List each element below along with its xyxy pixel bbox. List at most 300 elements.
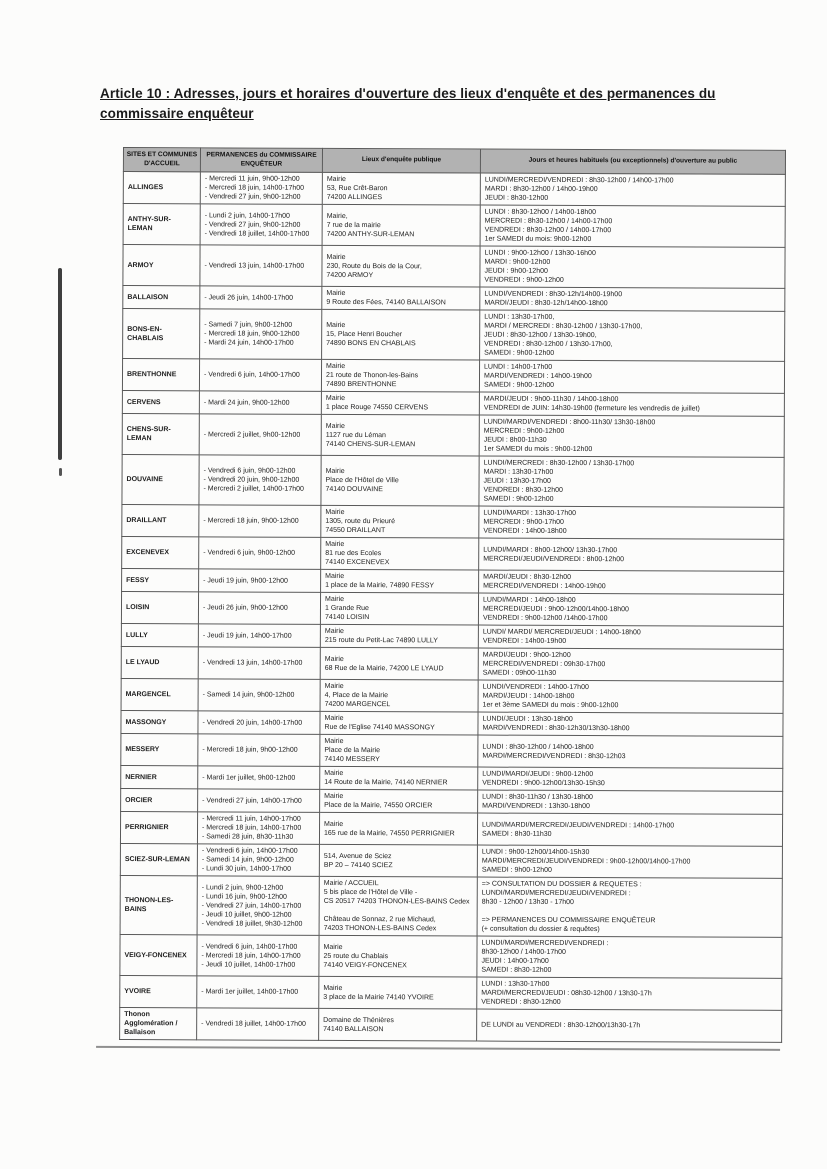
table-row	[123, 286, 785, 312]
cell-line: - Vendredi 13 juin, 14h00-17h00	[204, 261, 305, 270]
cell-line: SAMEDI : 8h30-11h30	[481, 830, 552, 838]
cell-line: Mairie / ACCUEIL	[323, 879, 379, 888]
cell-line: LUNDI/VENDREDI : 8h30-12h/14h00-19h00	[484, 290, 623, 299]
cell-line: 74550 DRAILLANT	[325, 526, 386, 535]
table-row	[121, 788, 783, 814]
cell-line: 230, Route du Bois de la Cour,	[326, 262, 422, 270]
lieu-cell	[319, 844, 477, 877]
cell-line: LUNDI/MARDI/MERCREDI/JEUDI/VENDREDI : 14h00-17h00	[482, 821, 675, 829]
lieu-cell	[321, 505, 479, 538]
cell-line: - Samedi 14 juin, 9h00-12h00	[201, 856, 294, 864]
cell-line: 9 Route des Fées, 74140 BALLAISON	[326, 298, 446, 307]
horaires-cell	[477, 936, 782, 978]
cell-line: JEUDI : 8h00-11h30	[483, 436, 547, 444]
cell-line: Mairie	[325, 572, 345, 580]
cell-line: 74200 ANTHY-SUR-LEMAN	[326, 230, 415, 238]
cell-line: 1127 rue du Léman	[325, 431, 386, 439]
permanence-cell	[199, 414, 321, 456]
cell-line: - Jeudi 10 juillet, 9h00-12h00	[201, 910, 292, 919]
cell-line: Mairie	[323, 943, 343, 951]
cell-line: MARDI/JEUDI : 14h00-18h00	[482, 692, 575, 700]
cell-line: 8h30 - 12h00 / 13h30 - 17h00	[481, 898, 574, 906]
cell-line: - Lundi 16 juin, 9h00-12h00	[201, 892, 287, 901]
table-row	[123, 204, 785, 248]
table-row	[122, 359, 784, 394]
cell-line: 14 Route de la Mairie, 74140 NERNIER	[324, 778, 448, 787]
cell-line: - Vendredi 27 juin, 14h00-17h00	[201, 901, 302, 910]
schedule-table	[119, 147, 786, 1043]
site-cell: LULLY	[121, 623, 198, 646]
cell-line: LUNDI : 13h30-17h00,	[484, 313, 555, 321]
cell-line: Mairie	[324, 737, 344, 745]
cell-line: VENDREDI : 14h00-19h00	[482, 637, 567, 645]
cell-line: 74200 ALLINGES	[326, 193, 383, 202]
site-cell: DOUVAINE	[122, 454, 199, 504]
col-header-horaires: Jours et heures habituels (ou exceptionnels) d'ouverture au public	[480, 149, 785, 174]
lieu-cell	[320, 679, 478, 712]
site-cell: THONON-LES-BAINS	[120, 875, 197, 934]
cell-line: VENDREDI : 9h00-12h00	[484, 276, 564, 284]
cell-line: - Mardi 24 juin, 9h00-12h00	[203, 398, 290, 407]
cell-line: VENDREDI : 8h30-12h00 / 14h00-17h00	[484, 226, 612, 235]
cell-line: - Mercredi 11 juin, 14h00-17h00	[202, 815, 301, 823]
permanence-cell	[198, 624, 320, 648]
cell-line: - Mardi 1er juillet, 14h00-17h00	[201, 988, 299, 996]
cell-line: LUNDI : 8h30-12h00 / 14h00-18h00	[484, 208, 597, 217]
cell-line: LUNDI : 8h30-12h00 / 14h00-18h00	[482, 743, 594, 751]
cell-line: Place de l'Hôtel de Ville	[325, 476, 399, 485]
cell-line: 74890 BRENTHONNE	[325, 380, 397, 389]
cell-line: LUNDI : 9h00-12h00 / 13h30-16h00	[484, 249, 596, 258]
cell-line: - Mercredi 18 juin, 9h00-12h00	[203, 517, 299, 525]
cell-line: LUNDI/MARDI : 13h30-17h00	[483, 509, 577, 517]
cell-line: - Mercredi 18 juin, 14h00-17h00	[202, 824, 302, 832]
horaires-cell	[477, 1009, 782, 1042]
cell-line: => CONSULTATION DU DOSSIER & REQUETES :	[481, 880, 642, 889]
horaires-cell	[478, 648, 783, 681]
cell-line: Mairie	[324, 627, 344, 635]
site-cell: LE LYAUD	[121, 646, 198, 678]
lieu-cell	[321, 359, 479, 392]
cell-line: MARDI/VENDREDI : 13h30-18h00	[482, 802, 590, 811]
cell-line: Domaine de Thénières	[323, 1016, 394, 1024]
cell-line: - Vendredi 20 juin, 9h00-12h00	[203, 476, 300, 484]
lieu-cell	[321, 537, 479, 570]
cell-line: 25 route du Chablais	[323, 952, 389, 960]
cell-line: Mairie,	[326, 212, 348, 220]
site-cell: Thonon Agglomération / Ballaison	[120, 1007, 197, 1039]
cell-line: 74140 EXCENEVEX	[325, 558, 390, 567]
horaires-cell	[479, 392, 784, 416]
site-cell: VEIGY-FONCENEX	[120, 934, 197, 975]
cell-line: Mairie	[325, 540, 345, 548]
horaires-cell	[480, 205, 785, 247]
cell-line: 81 rue des Ecoles	[325, 549, 382, 558]
cell-line: 74140 CHENS-SUR-LEMAN	[325, 440, 416, 448]
site-cell: ORCIER	[121, 788, 198, 811]
cell-line: 7 rue de la mairie	[326, 221, 381, 229]
cell-line: VENDREDI : 9h00-12h00/13h30-15h30	[482, 779, 605, 788]
table-row	[121, 678, 783, 713]
cell-line: 5 bis place de l'Hôtel de Ville -	[323, 888, 418, 897]
col-header-lieux: Lieux d'enquête publique	[322, 148, 480, 173]
site-cell: MESSERY	[121, 733, 198, 765]
cell-line: MERCREDI/VENDREDI : 09h30-17h00	[482, 660, 606, 669]
lieu-cell	[321, 391, 479, 415]
cell-line: LUNDI : 8h30-11h30 / 13h30-18h00	[482, 793, 593, 802]
site-cell: FESSY	[122, 568, 199, 591]
permanence-cell	[197, 976, 319, 1009]
cell-line: MARDI/MERCREDI/JEUDI : 08h30-12h00 / 13h30-17h	[481, 989, 652, 998]
table-row	[120, 934, 782, 978]
lieu-cell	[322, 204, 480, 246]
site-cell: ANTHY-SUR-LEMAN	[123, 204, 200, 245]
cell-line: 1 place de la Mairie, 74890 FESSY	[325, 581, 435, 590]
table-row	[121, 623, 783, 649]
horaires-cell	[479, 415, 784, 457]
table-row	[122, 536, 784, 571]
cell-line: Mairie	[325, 422, 345, 430]
cell-line: - Lundi 30 juin, 14h00-17h00	[201, 865, 292, 873]
cell-line: Mairie	[324, 792, 344, 800]
horaires-cell	[478, 625, 783, 649]
cell-line: - Lundi 2 juin, 14h00-17h00	[204, 211, 290, 220]
cell-line: 74203 THONON-LES-BAINS Cedex	[323, 924, 437, 933]
cell-line: VENDREDI : 9h00-12h00 /14h00-17h00	[482, 614, 608, 623]
cell-line: JEUDI : 14h00-17h00	[481, 957, 549, 965]
cell-line: MARDI : 13h30-17h00	[483, 468, 554, 476]
horaires-cell	[480, 310, 785, 361]
cell-line: Mairie	[324, 820, 344, 828]
horaires-cell	[479, 570, 784, 594]
cell-line: Mairie	[325, 467, 345, 475]
cell-line: 74140 DOUVAINE	[325, 485, 383, 494]
table-row	[122, 568, 784, 594]
table-row	[122, 413, 784, 457]
cell-line: JEUDI : 13h30-17h00	[483, 477, 551, 485]
permanence-cell	[199, 391, 321, 415]
cell-line: - Vendredi 18 juillet, 14h00-17h00	[201, 1020, 306, 1028]
cell-line: 74140 MESSERY	[324, 755, 380, 764]
cell-line: - Jeudi 26 juin, 14h00-17h00	[204, 293, 294, 302]
cell-line: VENDREDI : 14h00-18h00	[483, 527, 567, 535]
cell-line: - Vendredi 18 juillet, 9h30-12h00	[201, 919, 303, 928]
cell-line: VENDREDI : 8h30-12h00	[481, 998, 561, 1006]
lieu-cell	[320, 592, 478, 625]
horaires-cell	[477, 877, 782, 937]
permanence-cell	[198, 734, 320, 767]
cell-line: Mairie	[326, 253, 346, 261]
cell-line: - Mercredi 2 juillet, 9h00-12h00	[203, 430, 301, 439]
table-row	[123, 172, 785, 207]
lieu-cell	[320, 647, 478, 680]
cell-line: SAMEDI : 9h00-12h00	[484, 349, 555, 357]
cell-line: => PERMANENCES DU COMMISSAIRE ENQUÊTEUR	[481, 916, 656, 925]
cell-line: JEUDI : 8h30-12h00 / 13h30-19h00,	[484, 331, 597, 340]
cell-line: - Mercredi 11 juin, 9h00-12h00	[204, 175, 300, 183]
site-cell: MARGENCEL	[121, 678, 198, 710]
lieu-cell	[320, 711, 478, 735]
permanence-cell	[200, 309, 322, 360]
cell-line: LUNDI/MERCREDI/VENDREDI : 8h30-12h00 / 14h00-17h00	[484, 176, 674, 185]
cell-line: 1305, route du Prieuré	[325, 517, 396, 526]
horaires-cell	[477, 977, 782, 1010]
permanence-cell	[198, 592, 320, 625]
permanence-cell	[200, 172, 322, 205]
cell-line: (+ consultation du dossier & requêtes)	[481, 925, 600, 934]
cell-line: - Vendredi 27 juin, 9h00-12h00	[204, 220, 301, 229]
cell-line: 3 place de la Mairie 74140 YVOIRE	[323, 993, 434, 1001]
permanence-cell	[200, 286, 322, 310]
cell-line: Mairie	[325, 508, 345, 516]
cell-line: LUNDI/MARDI/JEUDI : 9h00-12h00	[482, 770, 594, 779]
cell-line: SAMEDI : 9h00-12h00	[481, 866, 552, 874]
cell-line: - Vendredi 6 juin, 14h00-17h00	[201, 942, 298, 951]
cell-line: Place de la Mairie, 74550 ORCIER	[324, 801, 433, 810]
horaires-cell	[479, 456, 784, 507]
cell-line: MARDI/JEUDI : 8h30-12h00	[483, 573, 572, 581]
cell-line: Mairie	[324, 682, 344, 690]
lieu-cell	[322, 286, 480, 310]
cell-line: LUNDI/MARDI/MERCREDI/JEUDI/VENDREDI :	[481, 889, 631, 898]
page-title: Article 10 : Adresses, jours et horaires d'ouverture des lieux d'enquête et des permanences du commissaire enquêteur	[100, 86, 716, 122]
cell-line: Mairie	[324, 655, 344, 663]
cell-line: 74200 MARGENCEL	[324, 700, 391, 709]
table-row	[123, 309, 785, 362]
permanence-cell	[200, 245, 322, 287]
cell-line: LUNDI : 14h00-17h00	[484, 363, 553, 371]
table-row	[120, 875, 782, 937]
site-cell: PERRIGNIER	[120, 811, 197, 843]
cell-line: - Samedi 28 juin, 8h30-11h30	[201, 833, 294, 841]
table-row	[120, 975, 782, 1010]
cell-line: MERCREDI : 8h30-12h00 / 14h00-17h00	[484, 217, 613, 226]
cell-line: MARDI/VENDREDI : 8h30-12h30/13h30-18h00	[482, 724, 630, 733]
cell-line: LUNDI/MARDI/VENDREDI : 8h00-11h30/ 13h30-18h00	[483, 418, 656, 427]
table-row	[121, 646, 783, 681]
table-row	[120, 811, 782, 846]
permanence-cell	[197, 935, 319, 977]
permanence-cell	[199, 569, 321, 593]
horaires-cell	[478, 735, 783, 768]
site-cell: BONS-EN-CHABLAIS	[123, 309, 200, 359]
cell-line: Mairie	[325, 595, 345, 603]
cell-line: 1 place Rouge 74550 CERVENS	[325, 403, 429, 412]
site-cell: LOISIN	[121, 591, 198, 623]
site-cell: ARMOY	[123, 245, 200, 286]
site-cell: MASSONGY	[121, 710, 198, 733]
table-row	[122, 390, 784, 416]
lieu-cell	[322, 172, 480, 205]
cell-line: 74890 BONS EN CHABLAIS	[326, 339, 416, 348]
lieu-cell	[320, 789, 478, 813]
cell-line: 165 rue de la Mairie, 74550 PERRIGNIER	[323, 829, 455, 837]
cell-line: - Vendredi 20 juin, 14h00-17h00	[202, 718, 303, 727]
cell-line: - Lundi 2 juin, 9h00-12h00	[201, 883, 284, 892]
table-row	[123, 245, 785, 289]
cell-line: MARDI/MERCREDI/VENDREDI : 8h30-12h03	[482, 752, 626, 760]
cell-line: 215 route du Petit-Lac 74890 LULLY	[324, 636, 438, 645]
cell-line: MERCREDI : 9h00-12h00	[483, 427, 565, 435]
table-row	[122, 454, 784, 507]
cell-line: SAMEDI : 9h00-12h00	[483, 495, 554, 503]
horaires-cell	[480, 173, 785, 206]
cell-line: Mairie	[324, 769, 344, 777]
cell-line: BP 20 – 74140 SCIEZ	[323, 861, 393, 869]
cell-line: MERCREDI/JEUDI/VENDREDI : 8h00-12h00	[483, 555, 625, 563]
table-row	[121, 765, 783, 791]
permanence-cell	[199, 359, 321, 392]
cell-line: - Samedi 14 juin, 9h00-12h00	[202, 691, 295, 699]
cell-line: 74200 ARMOY	[326, 271, 374, 279]
lieu-cell	[322, 309, 480, 360]
cell-line: - Mercredi 18 juin, 9h00-12h00	[202, 746, 298, 754]
cell-line: JEUDI : 8h30-12h00	[484, 194, 549, 202]
site-cell: NERNIER	[121, 765, 198, 788]
cell-line: LUNDI/JEUDI : 13h30-18h00	[482, 715, 573, 723]
lieu-cell	[319, 876, 477, 936]
cell-line: 68 Rue de la Mairie, 74200 LE LYAUD	[324, 664, 444, 672]
cell-line: MARDI / MERCREDI : 8h30-12h00 / 13h30-17h00,	[484, 322, 643, 331]
permanence-cell	[200, 204, 322, 246]
cell-line: VENDREDI de JUIN: 14h30-19h00 (fermeture les vendredis de juillet)	[483, 404, 700, 413]
site-cell: SCIEZ-SUR-LEMAN	[120, 843, 197, 875]
table-row	[122, 504, 784, 539]
cell-line: - Jeudi 26 juin, 9h00-12h00	[202, 604, 288, 612]
permanence-cell	[198, 647, 320, 680]
lieu-cell	[321, 455, 479, 506]
table-row	[120, 843, 782, 878]
cell-line: - Mardi 24 juin, 14h00-17h00	[204, 339, 294, 347]
cell-line: - Vendredi 6 juin, 9h00-12h00	[203, 467, 296, 475]
cell-line: SAMEDI : 09h00-11h30	[482, 669, 557, 677]
col-header-sites: SITES ET COMMUNES D'ACCUEIL	[123, 148, 200, 172]
lieu-cell	[320, 734, 478, 767]
permanence-cell	[199, 537, 321, 570]
table-header-row	[123, 148, 785, 175]
horaires-cell	[477, 845, 782, 878]
cell-line: 1er et 3ème SAMEDI du mois : 9h00-12h00	[482, 701, 619, 710]
cell-line: - Vendredi 18 juillet, 14h00-17h00	[204, 229, 310, 238]
lieu-cell	[319, 935, 477, 977]
cell-line: 74140 LOISIN	[324, 613, 370, 622]
horaires-cell	[479, 538, 784, 571]
cell-line: 1er SAMEDI du mois: 9h00-12h00	[484, 235, 592, 244]
cell-line: 74140 BALLAISON	[323, 1025, 384, 1033]
permanence-cell	[197, 844, 319, 877]
site-cell: EXCENEVEX	[122, 536, 199, 568]
cell-line: LUNDI/MARDI : 8h00-12h00/ 13h30-17h00	[483, 546, 618, 554]
cell-line: MARDI/JEUDI : 9h00-12h00	[482, 651, 571, 659]
cell-line: DE LUNDI au VENDREDI : 8h30-12h00/13h30-17h	[481, 1021, 641, 1030]
cell-line: LUNDI : 13h30-17h00	[481, 980, 550, 988]
bottom-rule	[96, 1046, 780, 1051]
cell-line: - Samedi 7 juin, 9h00-12h00	[204, 321, 293, 329]
cell-line: SAMEDI : 9h00-12h00	[483, 381, 555, 389]
horaires-cell	[479, 506, 784, 539]
cell-line: 74140 VEIGY-FONCENEX	[323, 961, 407, 969]
permanence-cell	[199, 505, 321, 538]
cell-line: 8h30-12h00 / 14h00-17h00	[481, 948, 566, 956]
col-header-permanences: PERMANENCES du COMMISSAIRE ENQUÊTEUR	[200, 148, 322, 173]
cell-line: 15, Place Henri Boucher	[326, 330, 403, 339]
cell-line: Mairie	[326, 289, 346, 297]
cell-line: - Mercredi 18 juin, 14h00-17h00	[204, 184, 305, 192]
site-cell: CERVENS	[122, 390, 199, 413]
cell-line: 4, Place de la Mairie	[324, 691, 389, 700]
site-cell: YVOIRE	[120, 975, 197, 1007]
site-cell: BRENTHONNE	[122, 359, 199, 391]
lieu-cell	[321, 569, 479, 593]
cell-line: Mairie	[326, 362, 346, 370]
horaires-cell	[478, 593, 783, 626]
cell-line: LUNDI : 9h00-12h00/14h00-15h30	[481, 848, 590, 857]
cell-line: Mairie	[326, 321, 346, 329]
cell-line: VENDREDI : 8h30-12h00	[483, 486, 563, 494]
cell-line: LUNDI/ MARDI/ MERCREDI/JEUDI : 14h00-18h00	[482, 628, 641, 637]
cell-line: MERCREDI/VENDREDI : 14h00-19h00	[483, 582, 606, 591]
lieu-cell	[322, 245, 480, 287]
cell-line: - Mercredi 18 juin, 9h00-12h00	[204, 330, 300, 338]
cell-line: VENDREDI : 8h30-12h00 / 13h30-17h00,	[484, 340, 613, 349]
lieu-cell	[320, 766, 478, 790]
cell-line: 53, Rue Crêt-Baron	[326, 184, 388, 193]
table-row	[121, 591, 783, 626]
horaires-cell	[478, 680, 783, 713]
cell-line: CS 20517 74203 THONON-LES-BAINS Cedex	[323, 897, 470, 906]
cell-line: MARDI : 9h00-12h00	[484, 258, 551, 266]
cell-line: LUNDI/MARDI : 14h00-18h00	[483, 596, 576, 604]
cell-line: - Mercredi 2 juillet, 14h00-17h00	[203, 485, 304, 493]
horaires-cell	[478, 790, 783, 814]
cell-line: - Jeudi 19 juin, 9h00-12h00	[203, 576, 288, 585]
cell-line: - Mercredi 18 juin, 14h00-17h00	[201, 951, 301, 960]
cell-line: LUNDI/VENDREDI : 14h00-17h00	[482, 683, 589, 692]
cell-line: Rue de l'Eglise 74140 MASSONGY	[324, 723, 435, 732]
site-cell: CHENS-SUR-LEMAN	[122, 413, 199, 454]
cell-line: - Vendredi 13 juin, 14h00-17h00	[202, 659, 303, 667]
horaires-cell	[480, 287, 785, 311]
cell-line: 21 route de Thonon-les-Bains	[325, 371, 419, 380]
permanence-cell	[198, 789, 320, 813]
lieu-cell	[321, 414, 479, 456]
table-row	[121, 733, 783, 768]
cell-line: Mairie	[323, 984, 343, 992]
lieu-cell	[320, 624, 478, 648]
cell-line: MERCREDI/JEUDI : 9h00-12h00/14h00-18h00	[482, 605, 629, 614]
table-row	[120, 1007, 782, 1042]
cell-line: SAMEDI : 8h30-12h00	[481, 966, 552, 974]
cell-line: MERCREDI : 9h00-17h00	[483, 518, 564, 526]
cell-line: LUNDI/MARDI/MERCREDI/VENDREDI :	[481, 939, 609, 948]
permanence-cell	[199, 455, 321, 506]
table-row	[121, 710, 783, 736]
horaires-cell	[477, 813, 782, 846]
cell-line: MARDI : 8h30-12h00 / 14h00-19h00	[484, 185, 598, 194]
cell-line: MARDI/JEUDI : 9h00-11h30 / 14h00-18h00	[483, 395, 619, 404]
permanence-cell	[198, 766, 320, 790]
cell-line: MARDI/JEUDI : 8h30-12h/14h00-18h00	[484, 299, 608, 308]
cell-line: Mairie	[324, 714, 344, 722]
permanence-cell	[197, 812, 319, 845]
cell-line: Mairie	[325, 394, 345, 402]
cell-line: 1er SAMEDI du mois : 9h00-12h00	[483, 445, 593, 454]
cell-line: MARDI/MERCREDI/JEUDI/VENDREDI : 9h00-12h00/14h00-17h00	[481, 857, 691, 866]
lieu-cell	[319, 1008, 477, 1041]
cell-line: 514, Avenue de Sciez	[323, 852, 392, 860]
cell-line: Mairie	[326, 175, 346, 183]
horaires-cell	[479, 360, 784, 393]
